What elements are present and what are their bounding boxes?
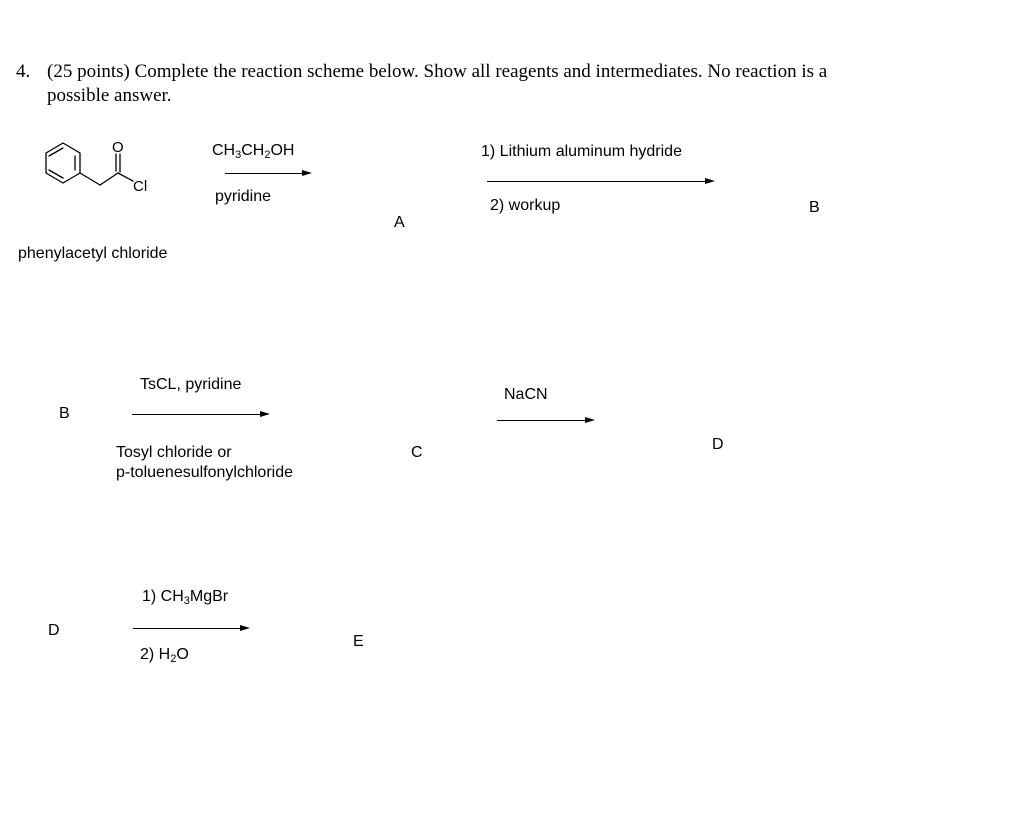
step5-reagent-water: 2) $H_2O$ xyxy=(140,646,189,665)
step3-start-b: B xyxy=(59,405,70,422)
arrow-head-icon xyxy=(705,178,715,184)
product-e: E xyxy=(353,633,364,650)
chlorine-atom-label: Cl xyxy=(133,178,148,195)
step3-reagent-tscl: TsCL, pyridine xyxy=(140,376,242,393)
arrow-head-icon xyxy=(260,411,270,417)
phenylacetyl-chloride-structure xyxy=(30,130,190,205)
step3-reaction-arrow xyxy=(132,410,270,420)
bond-ring-ch2 xyxy=(80,173,100,185)
question-number: 4. xyxy=(16,61,31,82)
bond-c-cl xyxy=(118,173,133,181)
arrow-head-icon xyxy=(240,625,250,631)
arrow-head-icon xyxy=(302,170,312,176)
step5-reagent-grignard: 1) $CH_3MgBr$ xyxy=(142,588,229,607)
step2-reagent-lah: 1) Lithium aluminum hydride xyxy=(481,143,682,160)
step4-reagent-nacn: NaCN xyxy=(504,386,548,403)
question-text-line1: (25 points) Complete the reaction scheme below. Show all reagents and intermediates. No reaction is a xyxy=(47,61,828,82)
product-b: B xyxy=(809,199,820,216)
step1-reagent-ethanol: $CH_3CH_2OH$ xyxy=(212,142,295,161)
step3-reagent-note-line2: p-toluenesulfonylchloride xyxy=(116,464,293,481)
step5-start-d: D xyxy=(48,622,60,639)
starting-material-name: phenylacetyl chloride xyxy=(18,245,168,262)
oxygen-atom-label: O xyxy=(112,139,124,156)
step2-reaction-arrow xyxy=(487,177,715,187)
step1-reagent-pyridine: pyridine xyxy=(215,188,272,205)
bond-ch2-carbonyl xyxy=(100,173,118,185)
product-a: A xyxy=(394,214,405,231)
step4-reaction-arrow xyxy=(497,416,595,426)
arrow-head-icon xyxy=(585,417,595,423)
product-d: D xyxy=(712,436,724,453)
product-c: C xyxy=(411,444,423,461)
step2-reagent-workup: 2) workup xyxy=(490,197,561,214)
step1-reaction-arrow xyxy=(225,169,312,179)
question-text-line2: possible answer. xyxy=(47,85,172,106)
step5-reaction-arrow xyxy=(133,624,250,634)
step3-reagent-note-line1: Tosyl chloride or xyxy=(116,444,232,461)
